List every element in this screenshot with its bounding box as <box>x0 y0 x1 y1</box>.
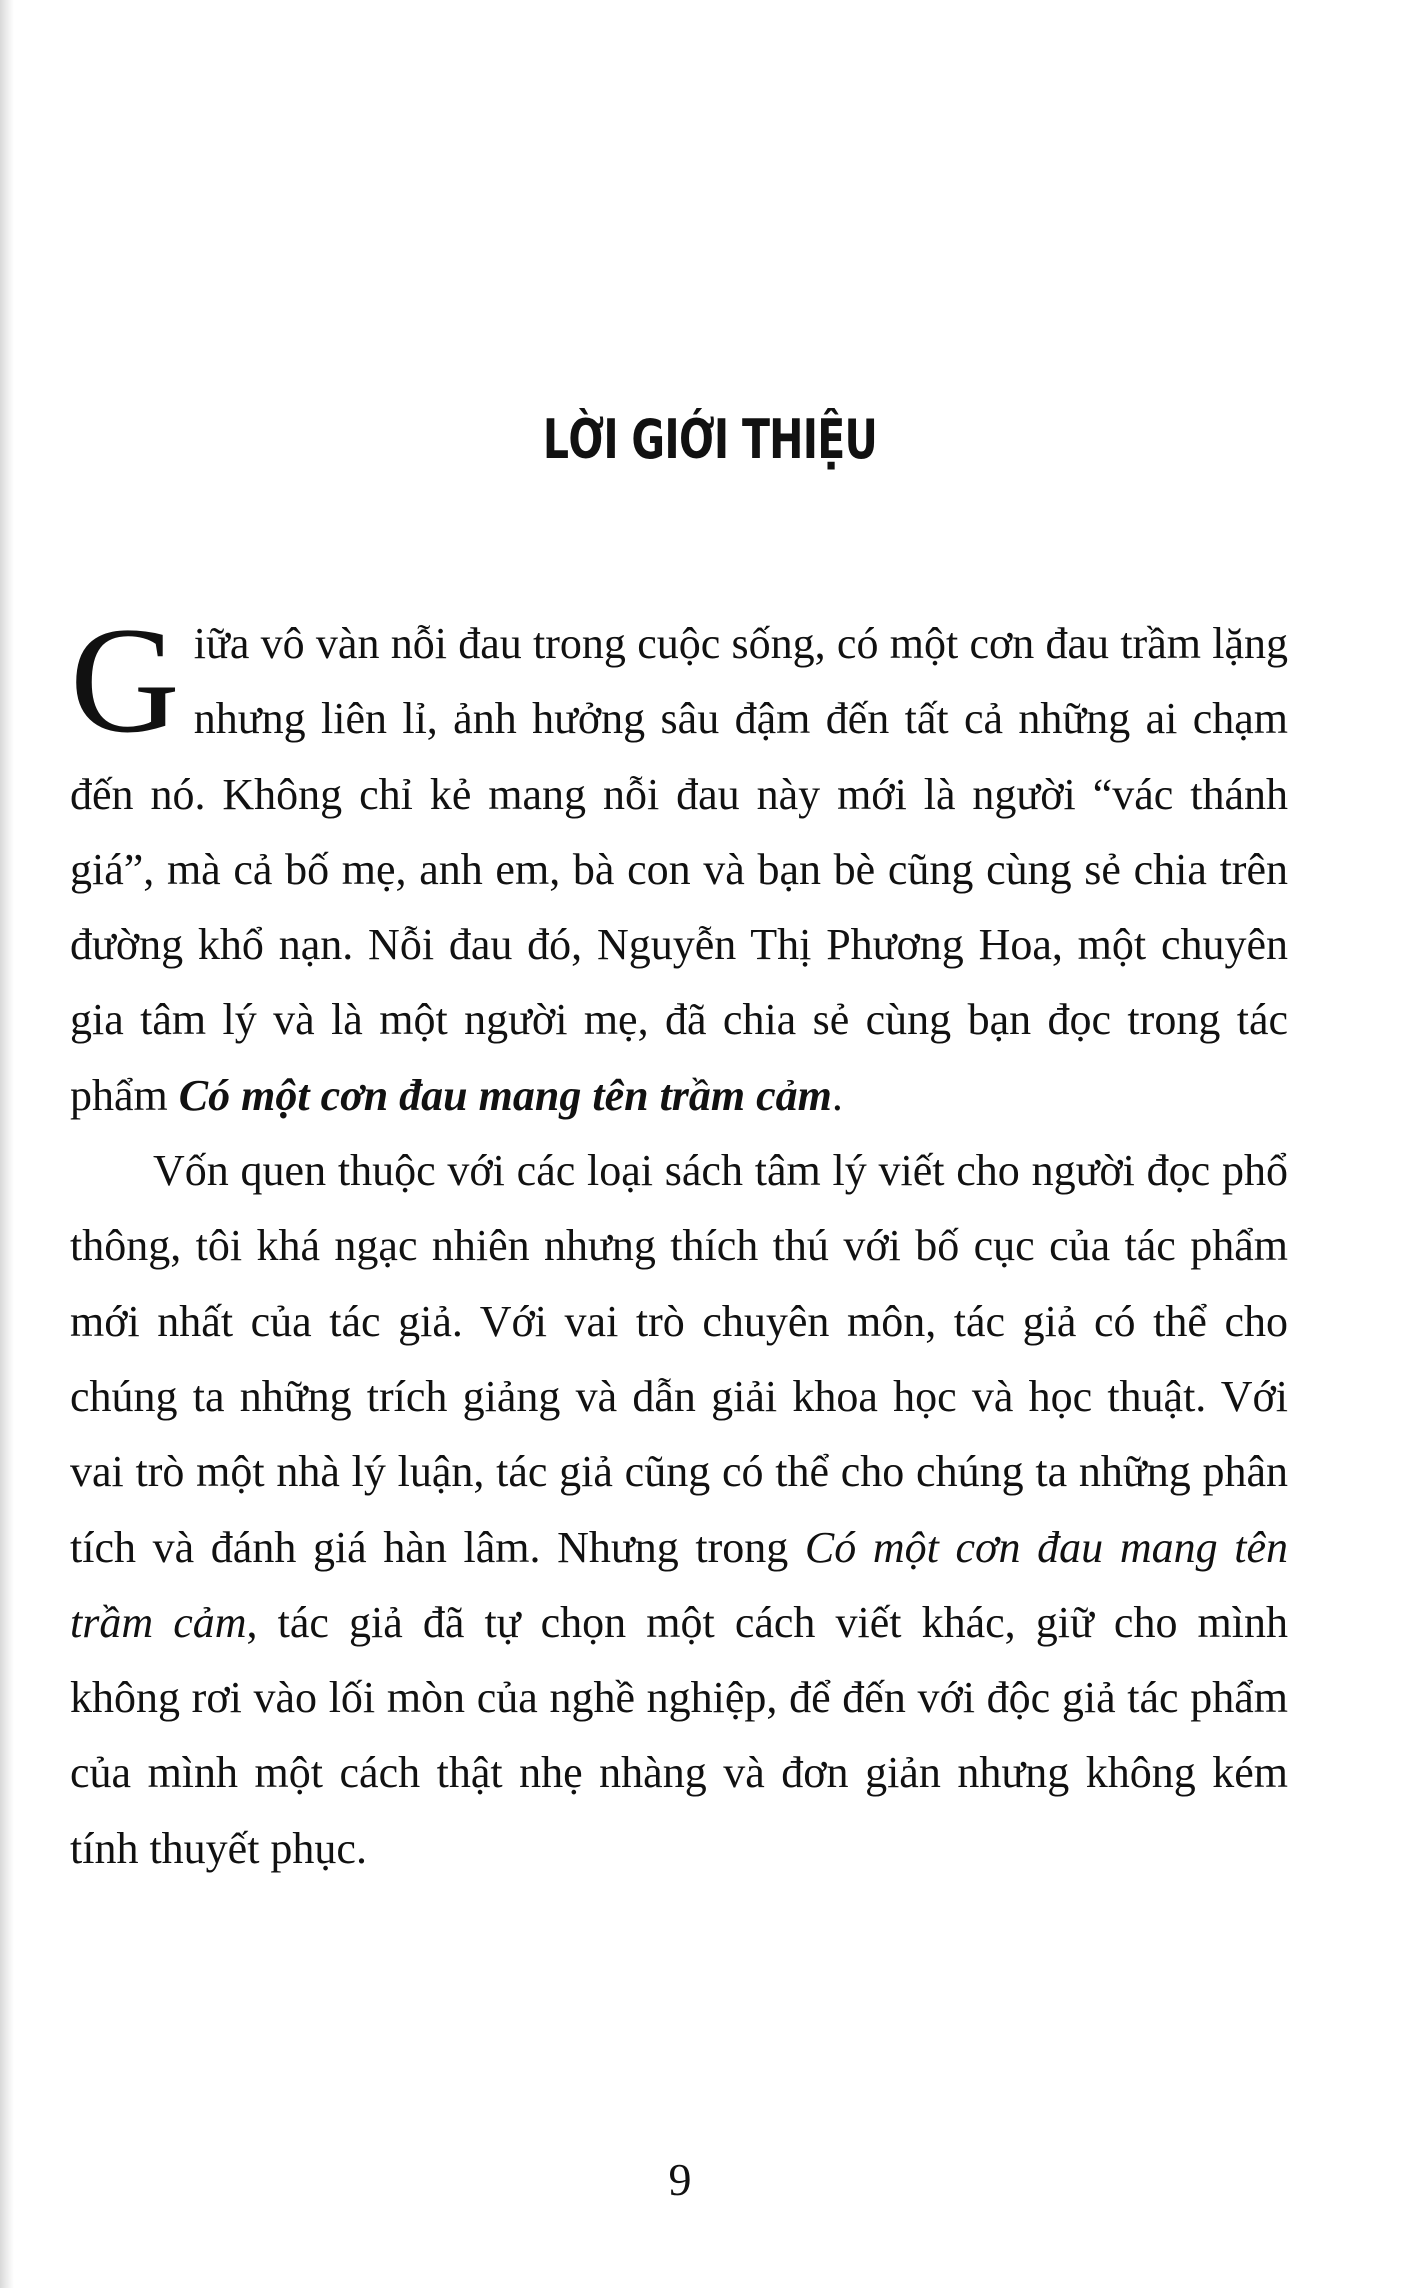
book-title-reference-italic: Có một cơn đau mang tên trầm cảm <box>70 1522 1288 1647</box>
page-number: 9 <box>668 2154 692 2205</box>
paragraph-1-text: iữa vô vàn nỗi đau trong cuộc sống, có một cơn đau trầm lặng nhưng liên lỉ, ảnh hưởng sâu đậm đến tất cả những ai chạm đến nó. Không chỉ kẻ mang nỗi đau này mới là người “vác thánh giá”, mà cả bố mẹ, anh em, bà con và bạn bè cũng cùng sẻ chia trên đường khổ nạn. Nỗi đau đó, Nguyễn Thị Phương Hoa, một chuyên gia tâm lý và là một người mẹ, đã chia sẻ cùng bạn đọc trong tác phẩm <box>70 619 1288 1120</box>
page-title: LỜI GIỚI THIỆU <box>542 408 878 471</box>
paragraph-2-end: , tác giả đã tự chọn một cách viết khác, giữ cho mình không rơi vào lối mòn của nghề nghiệp, để đến với độc giả tác phẩm của mình một cách thật nhẹ nhàng và đơn giản nhưng không kém tính thuyết phục. <box>70 1597 1288 1873</box>
book-title-reference: Có một cơn đau mang tên trầm cảm <box>178 1070 832 1120</box>
body-text <box>70 596 1288 1886</box>
page-edge-shadow <box>0 0 14 2288</box>
drop-cap: G <box>70 596 180 764</box>
paragraph-2 <box>70 1133 1288 1886</box>
paragraph-2-text: Vốn quen thuộc với các loại sách tâm lý viết cho người đọc phổ thông, tôi khá ngạc nhiên nhưng thích thú với bố cục của tác phẩm mới nhất của tác giả. Với vai trò chuyên môn, tác giả có thể cho chúng ta những trích giảng và dẫn giải khoa học và học thuật. Với vai trò một nhà lý luận, tác giả cũng có thể cho chúng ta những phân tích và đánh giá hàn lâm. Nhưng trong <box>70 1146 1288 1572</box>
paragraph-1 <box>70 596 1288 1133</box>
paragraph-1-end: . <box>831 1070 843 1120</box>
